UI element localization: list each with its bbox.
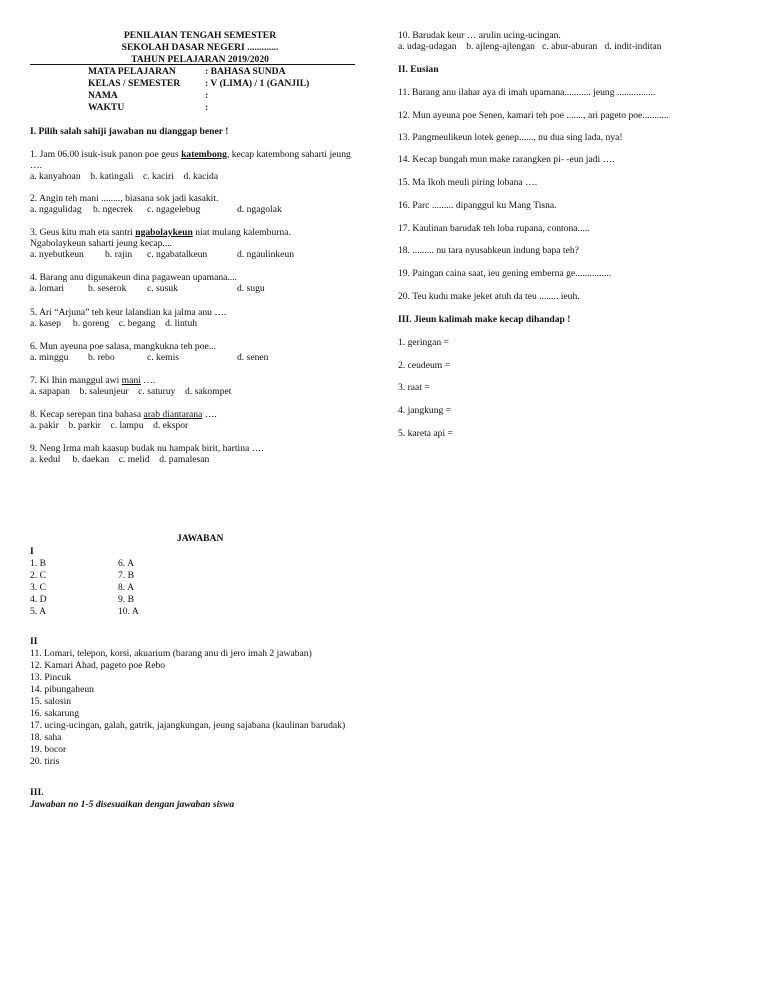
question-2-option: d. ngagolak — [237, 204, 282, 215]
answer-note: Jawaban no 1-5 disesuaikan dengan jawaban siswa — [30, 799, 235, 810]
section-heading: III. Jieun kalimah make kecap dihandap ! — [398, 314, 571, 325]
question-4-option: b. seserok — [88, 283, 127, 294]
question-3-option: a. nyebutkeun — [30, 249, 84, 260]
question-1-options: a. kanyahoan b. katingali c. kaciri d. kacida — [30, 171, 219, 182]
answer-item: 15. salosin — [30, 696, 72, 707]
answer-item: 11. Lomari, telepon, korsi, akuarium (barang anu di jero imah 2 jawaban) — [30, 648, 312, 659]
question-6: 6. Mun ayeuna poe salasa, mangkukna teh poe... — [30, 341, 216, 352]
answer-title: JAWABAN — [177, 533, 224, 544]
question-3-option: c. ngabatalkeun — [147, 249, 208, 260]
question-3-option: b. rajin — [105, 249, 133, 260]
question-2-option: c. ngagelebug — [147, 204, 201, 215]
fill-item: 17. Kaulinan barudak teh loba rupana, contona..... — [398, 223, 590, 234]
answer-item: 9. B — [118, 594, 134, 605]
word-item: 3. raat = — [398, 382, 430, 393]
field-value: : V (LIMA) / 1 (GANJIL) — [205, 78, 310, 89]
answer-item: 19. bocor — [30, 744, 67, 755]
word-item: 2. ceudeum = — [398, 360, 451, 371]
word-item: 5. kareta api = — [398, 428, 453, 439]
fill-item: 20. Teu kudu make jeket atuh da teu ........ ieuh. — [398, 291, 580, 302]
answer-part-label: I — [30, 546, 34, 557]
question-2: 2. Angin teh mani ........, biasana sok jadi kasakit. — [30, 193, 219, 204]
header-divider — [30, 64, 355, 65]
word-item: 1. geringan = — [398, 337, 449, 348]
answer-item: 20. tiris — [30, 756, 60, 767]
field-label: KELAS / SEMESTER — [88, 78, 181, 89]
field-label: NAMA — [88, 90, 118, 101]
answer-item: 5. A — [30, 606, 46, 617]
field-label: WAKTU — [88, 102, 125, 113]
question-7-options: a. sapapan b. saleunjeur c. saturuy d. sakompet — [30, 386, 232, 397]
fill-item: 13. Pangmeulikeun lotek genep......, nu dua sing lada, nya! — [398, 132, 623, 143]
question-6-option: c. kemis — [147, 352, 179, 363]
answer-item: 17. ucing-ucingan, galah, gatrik, jajangkungan, jeung sajabana (kaulinan barudak) — [30, 720, 346, 731]
fill-item: 11. Barang anu ilahar aya di imah upamana........... jeung ................ — [398, 87, 656, 98]
question-8-options: a. pakir b. parkir c. lampu d. ekspor — [30, 420, 189, 431]
answer-item: 10. A — [118, 606, 139, 617]
question-10: 10. Barudak keur … arulin ucing-ucingan. — [398, 30, 561, 41]
section-heading: I. Pilih salah sahiji jawaban nu dianggap bener ! — [30, 126, 229, 137]
field-value: : — [205, 102, 209, 113]
question-3-option: d. ngaulinkeun — [237, 249, 295, 260]
answer-item: 4. D — [30, 594, 47, 605]
answer-item: 2. C — [30, 570, 46, 581]
underlined-word: katembong — [181, 149, 227, 160]
answer-item: 8. A — [118, 582, 134, 593]
answer-item: 3. C — [30, 582, 46, 593]
field-label: MATA PELAJARAN — [88, 66, 176, 77]
underlined-word: mani — [121, 375, 141, 386]
question-2-option: a. ngagulidag — [30, 204, 82, 215]
question-4-option: d. sugu — [237, 283, 265, 294]
answer-item: 13. Pincuk — [30, 672, 72, 683]
question-4: 4. Barang anu digunakeun dina pagawean upamana.... — [30, 272, 237, 283]
question-1: 1. Jam 06.00 isuk-isuk panon poe geus katembong, kecap katembong saharti jeung — [30, 149, 351, 160]
answer-item: 6. A — [118, 558, 134, 569]
question-3-line2: Ngabolaykeun saharti jeung kecap.... — [30, 238, 172, 249]
question-9-options: a. kedul b. daekan c. melid d. pamalesan — [30, 454, 210, 465]
question-8: 8. Kecap serepan tina bahasa arab diantarana …. — [30, 409, 217, 420]
fill-item: 14. Kecap bungah mun make rarangken pi- -eun jadi …. — [398, 154, 615, 165]
question-7: 7. Ki Ihin manggul awi mani …. — [30, 375, 156, 386]
answer-item: 1. B — [30, 558, 46, 569]
question-5-options: a. kasep b. goreng c. begang d. lintuh — [30, 318, 198, 329]
answer-item: 12. Kamari Ahad, pageto poe Rebo — [30, 660, 166, 671]
exam-title: PENILAIAN TENGAH SEMESTER — [123, 30, 277, 41]
answer-item: 16. sakarung — [30, 708, 80, 719]
question-9: 9. Neng Irma mah kaasup budak nu hampak birit, hartina …. — [30, 443, 264, 454]
question-6-option: d. senen — [237, 352, 269, 363]
fill-item: 12. Mun ayeuna poe Senen, kamari teh poe ......., ari pageto poe........... — [398, 110, 669, 121]
answer-part-label: III. — [30, 787, 44, 798]
answer-item: 18. saha — [30, 732, 62, 743]
field-value: : — [205, 90, 209, 101]
question-4-option: c. susuk — [147, 283, 178, 294]
question-10-options: a. udag-udagan b. ajleng-ajlengan c. abur-aburan d. indit-inditan — [398, 41, 662, 52]
question-1-cont: …. — [30, 160, 42, 171]
question-3: 3. Geus kitu mah eta santri ngabolaykeun niat mulang kalemburna. — [30, 227, 291, 238]
answer-item: 14. pibungaheun — [30, 684, 94, 695]
section-heading: II. Eusian — [398, 64, 439, 75]
answer-item: 7. B — [118, 570, 134, 581]
question-6-option: b. rebo — [88, 352, 115, 363]
fill-item: 18. ......... nu tara nyusahkeun indung bapa teh? — [398, 245, 579, 256]
fill-item: 15. Ma Ikoh meuli piring lobana …. — [398, 177, 538, 188]
underlined-phrase: arab diantarana — [143, 409, 203, 420]
field-value: : BAHASA SUNDA — [205, 66, 286, 77]
fill-item: 16. Parc ......... dipanggul ku Mang Tisna. — [398, 200, 557, 211]
school-name: SEKOLAH DASAR NEGERI ............. — [121, 42, 279, 53]
question-6-option: a. minggu — [30, 352, 69, 363]
answer-part-label: II — [30, 636, 38, 647]
question-2-option: b. ngecrek — [93, 204, 133, 215]
underlined-word: ngabolaykeun — [135, 227, 193, 238]
fill-item: 19. Paingan caina saat, ieu gening emberna ge............... — [398, 268, 612, 279]
question-4-option: a. lomari — [30, 283, 65, 294]
question-5: 5. Ari “Arjuna” teh keur lalandian ka jalma anu …. — [30, 307, 227, 318]
word-item: 4. jangkung = — [398, 405, 452, 416]
school-year: TAHUN PELAJARAN 2019/2020 — [131, 54, 269, 65]
